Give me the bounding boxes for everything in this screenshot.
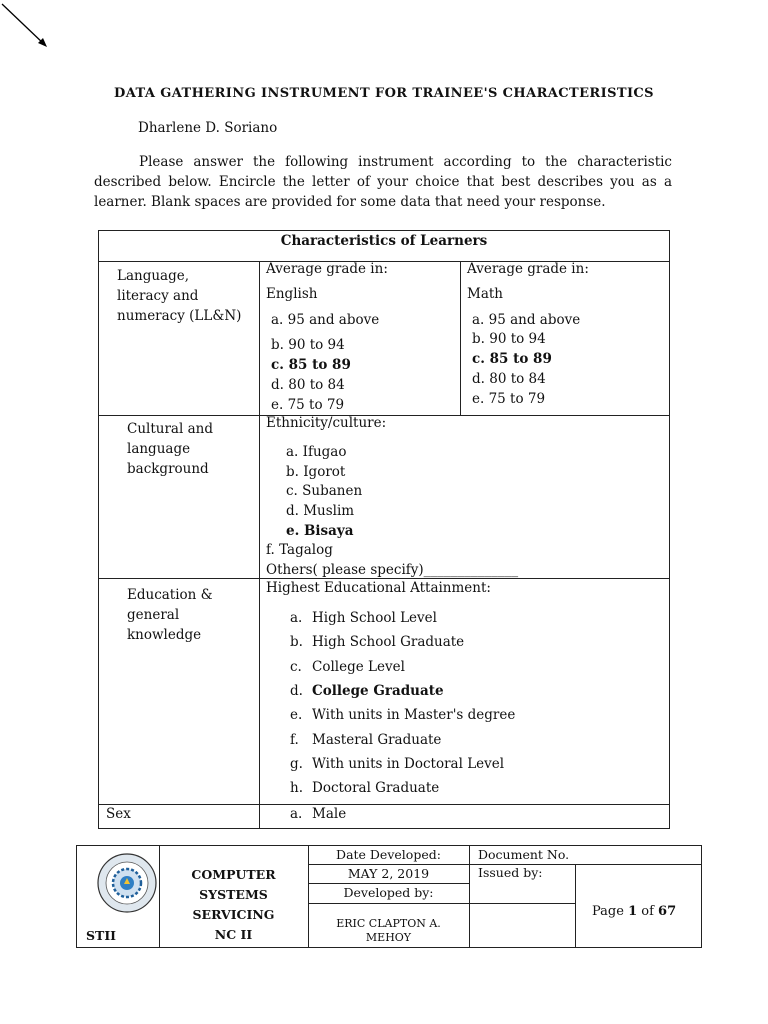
option-letter: a. [290,610,303,626]
page-indicator [592,904,676,919]
row-divider [308,903,469,904]
ethnicity-option[interactable]: c. Subanen [286,483,363,499]
label-line: knowledge [127,627,202,643]
row-divider [308,883,469,884]
label-line: general [127,607,180,623]
english-option[interactable]: e. 75 to 79 [271,397,345,413]
issued-by-label: Issued by: [478,865,543,880]
option-text: Doctoral Graduate [312,780,440,796]
english-option-selected[interactable]: c. 85 to 89 [271,357,351,373]
education-heading: Highest Educational Attainment: [266,580,491,596]
math-option[interactable]: b. 90 to 94 [472,331,546,347]
sex-label: Sex [106,806,131,822]
ethnicity-option[interactable]: d. Muslim [286,503,355,519]
author-name: Dharlene D. Soriano [138,120,278,136]
page-title: DATA GATHERING INSTRUMENT FOR TRAINEE'S CHARACTERISTICS [114,86,654,101]
document-no-label: Document No. [478,847,570,862]
math-option[interactable]: a. 95 and above [472,312,581,328]
corner-arrow-icon [0,0,60,60]
english-heading: Average grade in: [266,261,388,277]
page-number: 1 [628,904,638,919]
option-text: Masteral Graduate [312,732,442,748]
ethnicity-option[interactable]: b. Igorot [286,464,346,480]
developer-name-line: MEHOY [365,931,412,944]
culture-label [127,419,213,479]
date-developed-label: Date Developed: [336,847,441,862]
option-letter: h. [290,780,303,796]
ethnicity-option-selected[interactable]: e. Bisaya [286,523,354,539]
option-text: With units in Master's degree [312,707,516,723]
intro-paragraph [94,152,672,212]
math-subject: Math [467,286,503,302]
option-letter: c. [290,659,302,675]
page-total: 67 [658,904,677,919]
intro-text: Please answer the following instrument according to the characteristic described below. Encircle the letter of your choice that best describes you as a learner. Blank spaces are provided for some data that need your response. [94,154,672,210]
table-header: Characteristics of Learners [280,233,488,249]
page-prefix: Page [592,904,624,919]
label-line: Language, [117,268,190,284]
program-line: NC II [214,927,253,942]
program-line: SERVICING [192,907,275,922]
option-text: High School Level [312,610,437,626]
math-option[interactable]: d. 80 to 84 [472,371,546,387]
label-line: background [127,461,209,477]
program-line: COMPUTER [191,867,276,882]
column-divider [575,864,576,948]
label-line: Education & [127,587,213,603]
label-line: numeracy (LL&N) [117,308,242,324]
option-letter: g. [290,756,303,772]
ethnicity-heading: Ethnicity/culture: [266,415,387,431]
option-text: Male [312,806,347,822]
row-divider [98,578,670,579]
ethnicity-option[interactable]: a. Ifugao [286,444,347,460]
option-text: High School Graduate [312,634,465,650]
school-code: STII [86,928,117,943]
option-text: With units in Doctoral Level [312,756,505,772]
math-heading: Average grade in: [467,261,589,277]
developer-name-line: ERIC CLAPTON A. [336,917,441,930]
column-divider [460,261,461,415]
label-line: language [127,441,191,457]
label-line: literacy and [117,288,199,304]
label-line: Cultural and [127,421,213,437]
page-of: of [641,904,654,919]
english-option[interactable]: a. 95 and above [271,312,380,328]
math-option[interactable]: e. 75 to 79 [472,391,546,407]
school-seal-icon [96,852,158,914]
developed-by-label: Developed by: [343,885,434,900]
option-text: College Level [312,659,405,675]
lln-label [117,266,241,326]
option-letter: f. [290,732,299,748]
math-option-selected[interactable]: c. 85 to 89 [472,351,552,367]
date-developed-value: MAY 2, 2019 [347,866,430,881]
english-option[interactable]: d. 80 to 84 [271,377,345,393]
option-text: College Graduate [312,683,444,699]
option-letter: b. [290,634,303,650]
others-specify-field[interactable]: Others( please specify)______________ [266,562,519,578]
english-option[interactable]: b. 90 to 94 [271,337,345,353]
program-name [159,865,308,945]
program-line: SYSTEMS [199,887,268,902]
english-subject: English [266,286,318,302]
ethnicity-option[interactable]: f. Tagalog [266,542,333,558]
education-label [127,585,213,645]
developer-name [308,917,469,945]
option-letter: d. [290,683,303,699]
option-letter: e. [290,707,303,723]
row-divider [98,804,670,805]
column-divider [259,261,260,829]
option-letter: a. [290,806,303,822]
row-divider [469,903,575,904]
column-divider [469,845,470,948]
